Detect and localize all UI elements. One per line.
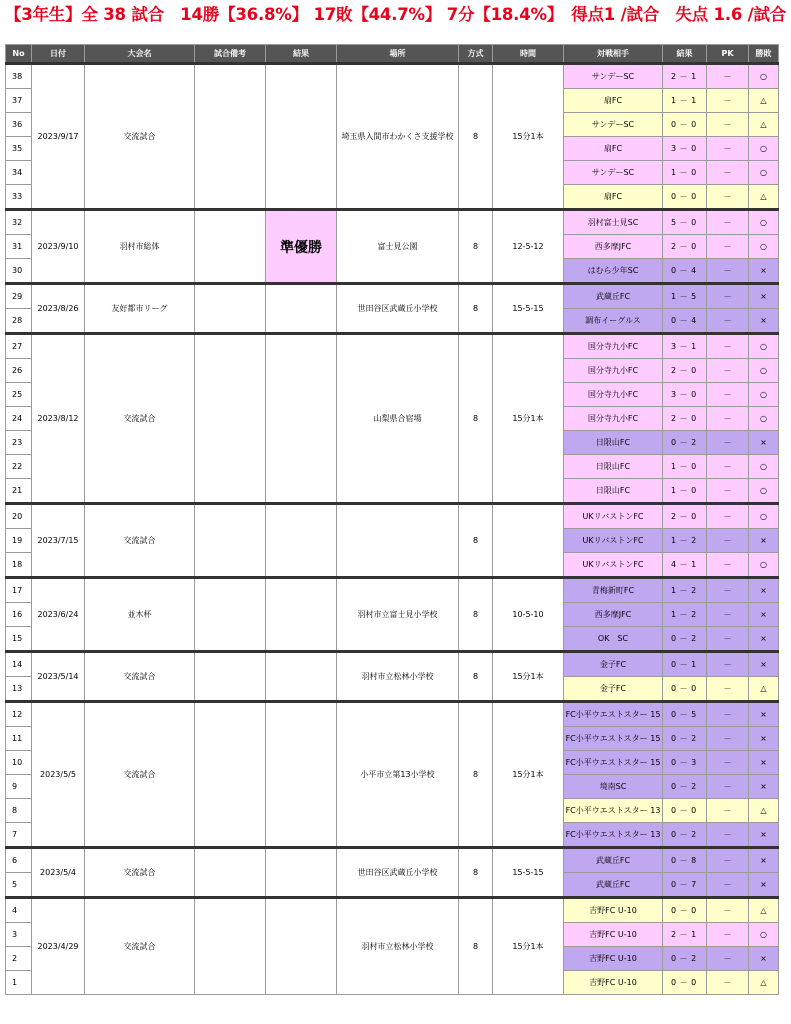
match-no: 24 <box>6 407 32 431</box>
match-score: 0 － 0 <box>663 113 707 137</box>
tournament-result <box>266 284 337 334</box>
match-score: 0 － 2 <box>663 727 707 751</box>
header-no: No <box>6 45 32 64</box>
opponent-name: 扇FC <box>564 89 663 113</box>
match-no: 11 <box>6 727 32 751</box>
table-row <box>6 848 779 873</box>
match-format: 8 <box>459 652 493 702</box>
match-format: 8 <box>459 848 493 898</box>
venue: 埼玉県入間市わかくさ支援学校 <box>337 64 459 210</box>
venue: 世田谷区武蔵丘小学校 <box>337 848 459 898</box>
tournament-result <box>266 334 337 504</box>
match-outcome: ○ <box>749 359 779 383</box>
match-no: 28 <box>6 309 32 334</box>
match-date: 2023/9/10 <box>32 210 85 284</box>
table-row <box>6 578 779 603</box>
match-score: 3 － 0 <box>663 383 707 407</box>
match-no: 16 <box>6 603 32 627</box>
match-no: 9 <box>6 775 32 799</box>
pk-result: － <box>707 334 749 359</box>
match-remark <box>195 848 266 898</box>
match-outcome: ○ <box>749 334 779 359</box>
tournament-result <box>266 848 337 898</box>
match-date: 2023/5/14 <box>32 652 85 702</box>
match-score: 1 － 2 <box>663 603 707 627</box>
opponent-name: サンデーSC <box>564 113 663 137</box>
match-format: 8 <box>459 578 493 652</box>
table-row <box>6 898 779 923</box>
summary-title: 【3年生】全 38 試合 14勝【36.8%】 17敗【44.7%】 7分【18.4%】 得点1 /試合 失点 1.6 /試合 <box>4 5 787 24</box>
match-no: 29 <box>6 284 32 309</box>
match-score: 0 － 4 <box>663 309 707 334</box>
pk-result: － <box>707 161 749 185</box>
match-outcome: × <box>749 529 779 553</box>
table-row <box>6 504 779 529</box>
header-tournament: 大会名 <box>85 45 195 64</box>
match-remark <box>195 702 266 848</box>
opponent-name: 国分寺九小FC <box>564 407 663 431</box>
pk-result: － <box>707 898 749 923</box>
match-no: 36 <box>6 113 32 137</box>
tournament-name: 交流試合 <box>85 848 195 898</box>
match-remark <box>195 210 266 284</box>
header-pk: PK <box>707 45 749 64</box>
match-outcome: ○ <box>749 407 779 431</box>
match-score: 0 － 3 <box>663 751 707 775</box>
pk-result: － <box>707 727 749 751</box>
match-outcome: ○ <box>749 553 779 578</box>
pk-result: － <box>707 848 749 873</box>
match-score: 1 － 2 <box>663 578 707 603</box>
opponent-name: 西多摩JFC <box>564 603 663 627</box>
opponent-name: サンデーSC <box>564 64 663 89</box>
match-outcome: × <box>749 775 779 799</box>
pk-result: － <box>707 185 749 210</box>
match-score: 2 － 1 <box>663 64 707 89</box>
pk-result: － <box>707 923 749 947</box>
match-no: 6 <box>6 848 32 873</box>
match-no: 33 <box>6 185 32 210</box>
pk-result: － <box>707 431 749 455</box>
venue <box>337 504 459 578</box>
pk-result: － <box>707 284 749 309</box>
pk-result: － <box>707 873 749 898</box>
match-no: 3 <box>6 923 32 947</box>
header-format: 方式 <box>459 45 493 64</box>
venue: 小平市立第13小学校 <box>337 702 459 848</box>
table-row <box>6 210 779 235</box>
opponent-name: OK SC <box>564 627 663 652</box>
match-score: 0 － 2 <box>663 627 707 652</box>
pk-result: － <box>707 210 749 235</box>
pk-result: － <box>707 64 749 89</box>
opponent-name: UKリバストンFC <box>564 553 663 578</box>
match-no: 7 <box>6 823 32 848</box>
opponent-name: 扇FC <box>564 137 663 161</box>
header-score: 結果 <box>663 45 707 64</box>
header-venue: 場所 <box>337 45 459 64</box>
venue: 世田谷区武蔵丘小学校 <box>337 284 459 334</box>
match-score: 0 － 0 <box>663 677 707 702</box>
opponent-name: 国分寺九小FC <box>564 359 663 383</box>
opponent-name: 日限山FC <box>564 455 663 479</box>
match-score: 0 － 2 <box>663 431 707 455</box>
match-score: 1 － 0 <box>663 455 707 479</box>
match-time <box>493 504 564 578</box>
opponent-name: 扇FC <box>564 185 663 210</box>
opponent-name: 西多摩JFC <box>564 235 663 259</box>
match-outcome: × <box>749 652 779 677</box>
pk-result: － <box>707 799 749 823</box>
pk-result: － <box>707 455 749 479</box>
pk-result: － <box>707 113 749 137</box>
match-format: 8 <box>459 64 493 210</box>
match-outcome: × <box>749 309 779 334</box>
venue: 富士見公園 <box>337 210 459 284</box>
pk-result: － <box>707 702 749 727</box>
match-score: 3 － 0 <box>663 137 707 161</box>
match-score: 3 － 1 <box>663 334 707 359</box>
match-outcome: × <box>749 578 779 603</box>
match-outcome: ○ <box>749 504 779 529</box>
match-score: 2 － 0 <box>663 235 707 259</box>
match-outcome: △ <box>749 898 779 923</box>
table-row <box>6 702 779 727</box>
match-no: 34 <box>6 161 32 185</box>
match-score: 0 － 0 <box>663 185 707 210</box>
pk-result: － <box>707 235 749 259</box>
tournament-result <box>266 578 337 652</box>
match-no: 19 <box>6 529 32 553</box>
pk-result: － <box>707 137 749 161</box>
match-no: 20 <box>6 504 32 529</box>
tournament-result <box>266 702 337 848</box>
pk-result: － <box>707 627 749 652</box>
venue: 羽村市立松林小学校 <box>337 652 459 702</box>
opponent-name: FC小平ウエストスター 13 <box>564 823 663 848</box>
tournament-result: 準優勝 <box>266 210 337 284</box>
match-time: 15分1本 <box>493 898 564 995</box>
opponent-name: 吉野FC U-10 <box>564 923 663 947</box>
match-no: 23 <box>6 431 32 455</box>
header-time: 時間 <box>493 45 564 64</box>
tournament-result <box>266 504 337 578</box>
match-remark <box>195 578 266 652</box>
pk-result: － <box>707 677 749 702</box>
match-date: 2023/8/12 <box>32 334 85 504</box>
opponent-name: 吉野FC U-10 <box>564 971 663 995</box>
match-score: 1 － 0 <box>663 479 707 504</box>
match-score: 1 － 5 <box>663 284 707 309</box>
opponent-name: サンデーSC <box>564 161 663 185</box>
match-remark <box>195 504 266 578</box>
opponent-name: FC小平ウエストスター 15 <box>564 727 663 751</box>
match-no: 13 <box>6 677 32 702</box>
venue: 山梨県合宿場 <box>337 334 459 504</box>
pk-result: － <box>707 479 749 504</box>
opponent-name: 日限山FC <box>564 479 663 504</box>
match-remark <box>195 284 266 334</box>
header-row <box>6 45 779 64</box>
match-outcome: ○ <box>749 161 779 185</box>
match-outcome: × <box>749 603 779 627</box>
match-time: 15分1本 <box>493 334 564 504</box>
opponent-name: 青梅新町FC <box>564 578 663 603</box>
match-date: 2023/9/17 <box>32 64 85 210</box>
tournament-name: 交流試合 <box>85 702 195 848</box>
match-outcome: ○ <box>749 479 779 504</box>
pk-result: － <box>707 89 749 113</box>
pk-result: － <box>707 309 749 334</box>
match-date: 2023/5/4 <box>32 848 85 898</box>
match-date: 2023/5/5 <box>32 702 85 848</box>
match-outcome: ○ <box>749 455 779 479</box>
table-row <box>6 64 779 89</box>
match-no: 31 <box>6 235 32 259</box>
match-no: 1 <box>6 971 32 995</box>
match-format: 8 <box>459 898 493 995</box>
header-remark: 試合備考 <box>195 45 266 64</box>
opponent-name: 調布イーグルス <box>564 309 663 334</box>
table-row <box>6 334 779 359</box>
opponent-name: UKリバストンFC <box>564 504 663 529</box>
match-no: 14 <box>6 652 32 677</box>
match-no: 8 <box>6 799 32 823</box>
match-outcome: × <box>749 848 779 873</box>
match-outcome: ○ <box>749 210 779 235</box>
tournament-name: 羽村市総体 <box>85 210 195 284</box>
match-date: 2023/6/24 <box>32 578 85 652</box>
opponent-name: 境南SC <box>564 775 663 799</box>
opponent-name: 国分寺九小FC <box>564 383 663 407</box>
match-no: 30 <box>6 259 32 284</box>
match-score: 0 － 7 <box>663 873 707 898</box>
pk-result: － <box>707 504 749 529</box>
pk-result: － <box>707 775 749 799</box>
match-score: 0 － 0 <box>663 971 707 995</box>
match-outcome: × <box>749 431 779 455</box>
match-outcome: × <box>749 259 779 284</box>
match-time: 15分1本 <box>493 702 564 848</box>
table-body <box>6 45 779 995</box>
match-date: 2023/7/15 <box>32 504 85 578</box>
match-format: 8 <box>459 284 493 334</box>
opponent-name: 国分寺九小FC <box>564 334 663 359</box>
match-outcome: × <box>749 627 779 652</box>
tournament-name: 並木杯 <box>85 578 195 652</box>
opponent-name: 日限山FC <box>564 431 663 455</box>
match-outcome: △ <box>749 971 779 995</box>
match-format: 8 <box>459 334 493 504</box>
match-time: 15-5-15 <box>493 848 564 898</box>
match-score: 5 － 0 <box>663 210 707 235</box>
match-no: 32 <box>6 210 32 235</box>
match-no: 18 <box>6 553 32 578</box>
match-score: 0 － 2 <box>663 775 707 799</box>
pk-result: － <box>707 751 749 775</box>
match-outcome: ○ <box>749 235 779 259</box>
tournament-name: 交流試合 <box>85 504 195 578</box>
opponent-name: 吉野FC U-10 <box>564 898 663 923</box>
match-score: 0 － 4 <box>663 259 707 284</box>
pk-result: － <box>707 383 749 407</box>
match-remark <box>195 898 266 995</box>
match-time: 15分1本 <box>493 64 564 210</box>
match-outcome: △ <box>749 185 779 210</box>
opponent-name: 金子FC <box>564 677 663 702</box>
match-outcome: × <box>749 702 779 727</box>
match-score: 0 － 2 <box>663 947 707 971</box>
venue: 羽村市立富士見小学校 <box>337 578 459 652</box>
match-outcome: △ <box>749 113 779 137</box>
match-time: 15-5-15 <box>493 284 564 334</box>
match-no: 5 <box>6 873 32 898</box>
match-date: 2023/8/26 <box>32 284 85 334</box>
tournament-name: 交流試合 <box>85 898 195 995</box>
opponent-name: FC小平ウエストスター 13 <box>564 799 663 823</box>
opponent-name: 金子FC <box>564 652 663 677</box>
match-outcome: △ <box>749 89 779 113</box>
header-opponent: 対戦相手 <box>564 45 663 64</box>
match-results-table <box>5 44 779 995</box>
match-score: 1 － 2 <box>663 529 707 553</box>
match-score: 2 － 1 <box>663 923 707 947</box>
match-no: 21 <box>6 479 32 504</box>
header-date: 日付 <box>32 45 85 64</box>
table-row <box>6 284 779 309</box>
match-time: 15分1本 <box>493 652 564 702</box>
venue: 羽村市立松林小学校 <box>337 898 459 995</box>
pk-result: － <box>707 359 749 383</box>
pk-result: － <box>707 259 749 284</box>
match-no: 12 <box>6 702 32 727</box>
opponent-name: 武蔵丘FC <box>564 873 663 898</box>
tournament-result <box>266 898 337 995</box>
match-outcome: ○ <box>749 383 779 407</box>
match-score: 0 － 5 <box>663 702 707 727</box>
match-no: 38 <box>6 64 32 89</box>
match-format: 8 <box>459 702 493 848</box>
match-no: 25 <box>6 383 32 407</box>
match-outcome: × <box>749 873 779 898</box>
match-no: 17 <box>6 578 32 603</box>
match-score: 1 － 1 <box>663 89 707 113</box>
match-no: 35 <box>6 137 32 161</box>
pk-result: － <box>707 971 749 995</box>
match-score: 2 － 0 <box>663 504 707 529</box>
match-remark <box>195 652 266 702</box>
header-result: 結果 <box>266 45 337 64</box>
tournament-name: 交流試合 <box>85 64 195 210</box>
tournament-result <box>266 652 337 702</box>
opponent-name: はむら少年SC <box>564 259 663 284</box>
opponent-name: 武蔵丘FC <box>564 284 663 309</box>
match-remark <box>195 64 266 210</box>
match-time: 12-5-12 <box>493 210 564 284</box>
tournament-name: 交流試合 <box>85 334 195 504</box>
match-format: 8 <box>459 504 493 578</box>
header-outcome: 勝敗 <box>749 45 779 64</box>
pk-result: － <box>707 553 749 578</box>
match-no: 26 <box>6 359 32 383</box>
match-no: 22 <box>6 455 32 479</box>
match-no: 10 <box>6 751 32 775</box>
match-outcome: × <box>749 751 779 775</box>
match-score: 1 － 0 <box>663 161 707 185</box>
tournament-name: 交流試合 <box>85 652 195 702</box>
match-outcome: ○ <box>749 137 779 161</box>
match-score: 2 － 0 <box>663 359 707 383</box>
pk-result: － <box>707 652 749 677</box>
match-outcome: △ <box>749 799 779 823</box>
match-remark <box>195 334 266 504</box>
match-date: 2023/4/29 <box>32 898 85 995</box>
match-score: 0 － 0 <box>663 898 707 923</box>
opponent-name: FC小平ウエストスター 15 <box>564 702 663 727</box>
opponent-name: FC小平ウエストスター 15 <box>564 751 663 775</box>
pk-result: － <box>707 603 749 627</box>
opponent-name: 武蔵丘FC <box>564 848 663 873</box>
table-row <box>6 652 779 677</box>
match-no: 37 <box>6 89 32 113</box>
opponent-name: 羽村富士見SC <box>564 210 663 235</box>
match-no: 15 <box>6 627 32 652</box>
tournament-result <box>266 64 337 210</box>
pk-result: － <box>707 823 749 848</box>
opponent-name: UKリバストンFC <box>564 529 663 553</box>
match-score: 4 － 1 <box>663 553 707 578</box>
match-outcome: △ <box>749 677 779 702</box>
match-no: 4 <box>6 898 32 923</box>
match-score: 2 － 0 <box>663 407 707 431</box>
match-score: 0 － 8 <box>663 848 707 873</box>
match-score: 0 － 1 <box>663 652 707 677</box>
match-format: 8 <box>459 210 493 284</box>
match-outcome: ○ <box>749 64 779 89</box>
match-outcome: × <box>749 284 779 309</box>
match-outcome: × <box>749 823 779 848</box>
match-outcome: × <box>749 947 779 971</box>
pk-result: － <box>707 407 749 431</box>
tournament-name: 友好都市リーグ <box>85 284 195 334</box>
opponent-name: 吉野FC U-10 <box>564 947 663 971</box>
match-no: 2 <box>6 947 32 971</box>
match-outcome: × <box>749 727 779 751</box>
match-outcome: ○ <box>749 923 779 947</box>
pk-result: － <box>707 947 749 971</box>
match-time: 10-5-10 <box>493 578 564 652</box>
pk-result: － <box>707 578 749 603</box>
match-score: 0 － 0 <box>663 799 707 823</box>
pk-result: － <box>707 529 749 553</box>
match-score: 0 － 2 <box>663 823 707 848</box>
match-no: 27 <box>6 334 32 359</box>
